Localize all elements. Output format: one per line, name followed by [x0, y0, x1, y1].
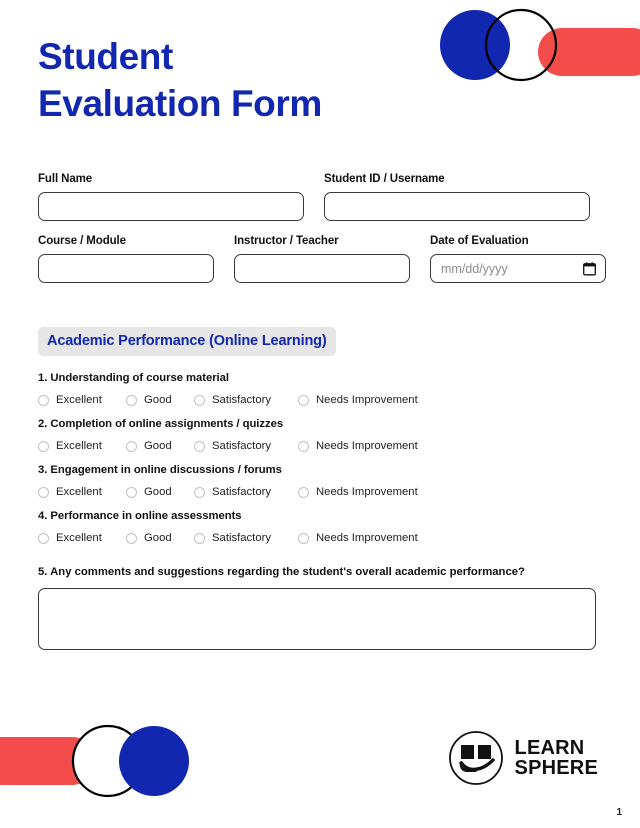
- full-name-label: Full Name: [38, 173, 93, 186]
- student-id-label: Student ID / Username: [324, 173, 445, 186]
- outline-circle-shape: [73, 726, 143, 796]
- radio-group: [38, 394, 598, 406]
- instructor-input[interactable]: [234, 254, 410, 283]
- date-field-group: [430, 235, 606, 283]
- date-label: Date of Evaluation: [430, 235, 529, 248]
- radio-option-label: Good: [144, 486, 172, 499]
- logo-line-1: LEARN: [514, 736, 585, 759]
- blue-circle-shape: [119, 726, 189, 796]
- question-item: [38, 372, 598, 406]
- question-text: 1. Understanding of course material: [38, 372, 229, 385]
- radio-circle-icon[interactable]: [38, 487, 49, 498]
- comment-question-text: 5. Any comments and suggestions regarding the student's overall academic performance?: [38, 566, 525, 579]
- identity-row-2: [38, 235, 598, 283]
- radio-option-satisfactory[interactable]: [194, 440, 298, 452]
- radio-group: [38, 486, 598, 498]
- radio-option-good[interactable]: [126, 532, 194, 544]
- question-item: [38, 418, 598, 452]
- comment-textarea[interactable]: [38, 588, 596, 650]
- radio-circle-icon[interactable]: [126, 441, 137, 452]
- question-item: [38, 464, 598, 498]
- radio-option-good[interactable]: [126, 440, 194, 452]
- calendar-icon[interactable]: [583, 262, 596, 276]
- radio-option-excellent[interactable]: [38, 440, 126, 452]
- course-label: Course / Module: [38, 235, 126, 248]
- full-name-input[interactable]: [38, 192, 304, 221]
- question-text: 4. Performance in online assessments: [38, 510, 242, 523]
- radio-circle-icon[interactable]: [126, 487, 137, 498]
- radio-circle-icon[interactable]: [194, 487, 205, 498]
- radio-option-label: Needs Improvement: [316, 394, 418, 407]
- radio-option-needs-improvement[interactable]: [298, 440, 418, 452]
- radio-option-label: Needs Improvement: [316, 532, 418, 545]
- radio-option-label: Good: [144, 440, 172, 453]
- red-bar-shape: [0, 737, 96, 785]
- question-text: 3. Engagement in online discussions / forums: [38, 464, 282, 477]
- radio-circle-icon[interactable]: [126, 533, 137, 544]
- student-id-input[interactable]: [324, 192, 590, 221]
- radio-circle-icon[interactable]: [298, 533, 309, 544]
- hand-holding-book-icon: [448, 730, 504, 786]
- radio-option-label: Needs Improvement: [316, 440, 418, 453]
- full-name-field-group: [38, 173, 304, 221]
- radio-circle-icon[interactable]: [194, 441, 205, 452]
- logo-wordmark: [515, 738, 598, 779]
- radio-option-label: Excellent: [56, 394, 102, 407]
- radio-option-label: Excellent: [56, 440, 102, 453]
- radio-circle-icon[interactable]: [38, 395, 49, 406]
- radio-option-label: Good: [144, 532, 172, 545]
- radio-group: [38, 440, 598, 452]
- radio-option-needs-improvement[interactable]: [298, 532, 418, 544]
- section-heading-academic-performance: Academic Performance (Online Learning): [38, 327, 336, 356]
- date-placeholder-text: mm/dd/yyyy: [441, 261, 508, 276]
- date-input[interactable]: [430, 254, 606, 283]
- course-field-group: [38, 235, 214, 283]
- page-title: [38, 34, 428, 127]
- course-input[interactable]: [38, 254, 214, 283]
- instructor-label: Instructor / Teacher: [234, 235, 339, 248]
- radio-option-label: Satisfactory: [212, 440, 272, 453]
- radio-option-satisfactory[interactable]: [194, 532, 298, 544]
- radio-group: [38, 532, 598, 544]
- radio-option-label: Satisfactory: [212, 532, 272, 545]
- radio-option-excellent[interactable]: [38, 532, 126, 544]
- radio-circle-icon[interactable]: [298, 441, 309, 452]
- radio-option-needs-improvement[interactable]: [298, 486, 418, 498]
- radio-circle-icon[interactable]: [194, 533, 205, 544]
- instructor-field-group: [234, 235, 410, 283]
- radio-option-label: Excellent: [56, 532, 102, 545]
- radio-option-satisfactory[interactable]: [194, 486, 298, 498]
- radio-option-satisfactory[interactable]: [194, 394, 298, 406]
- radio-option-good[interactable]: [126, 486, 194, 498]
- page-number: 1: [616, 807, 622, 818]
- question-item: [38, 510, 598, 544]
- page-title-line-1: Student: [38, 36, 173, 77]
- identity-row-1: [38, 173, 598, 221]
- question-text: 2. Completion of online assignments / quizzes: [38, 418, 284, 431]
- radio-circle-icon[interactable]: [298, 395, 309, 406]
- radio-option-needs-improvement[interactable]: [298, 394, 418, 406]
- footer-decoration: [0, 715, 210, 810]
- brand-logo: [448, 730, 598, 786]
- radio-circle-icon[interactable]: [38, 441, 49, 452]
- questions-list: [38, 372, 598, 544]
- radio-circle-icon[interactable]: [38, 533, 49, 544]
- logo-line-2: SPHERE: [514, 757, 598, 779]
- radio-option-label: Good: [144, 394, 172, 407]
- radio-option-excellent[interactable]: [38, 394, 126, 406]
- radio-option-label: Needs Improvement: [316, 486, 418, 499]
- radio-option-excellent[interactable]: [38, 486, 126, 498]
- radio-option-label: Satisfactory: [212, 394, 272, 407]
- radio-circle-icon[interactable]: [126, 395, 137, 406]
- radio-circle-icon[interactable]: [194, 395, 205, 406]
- radio-option-label: Excellent: [56, 486, 102, 499]
- radio-option-good[interactable]: [126, 394, 194, 406]
- radio-circle-icon[interactable]: [298, 487, 309, 498]
- student-id-field-group: [324, 173, 590, 221]
- radio-option-label: Satisfactory: [212, 486, 272, 499]
- page-title-line-2: Evaluation Form: [38, 82, 322, 124]
